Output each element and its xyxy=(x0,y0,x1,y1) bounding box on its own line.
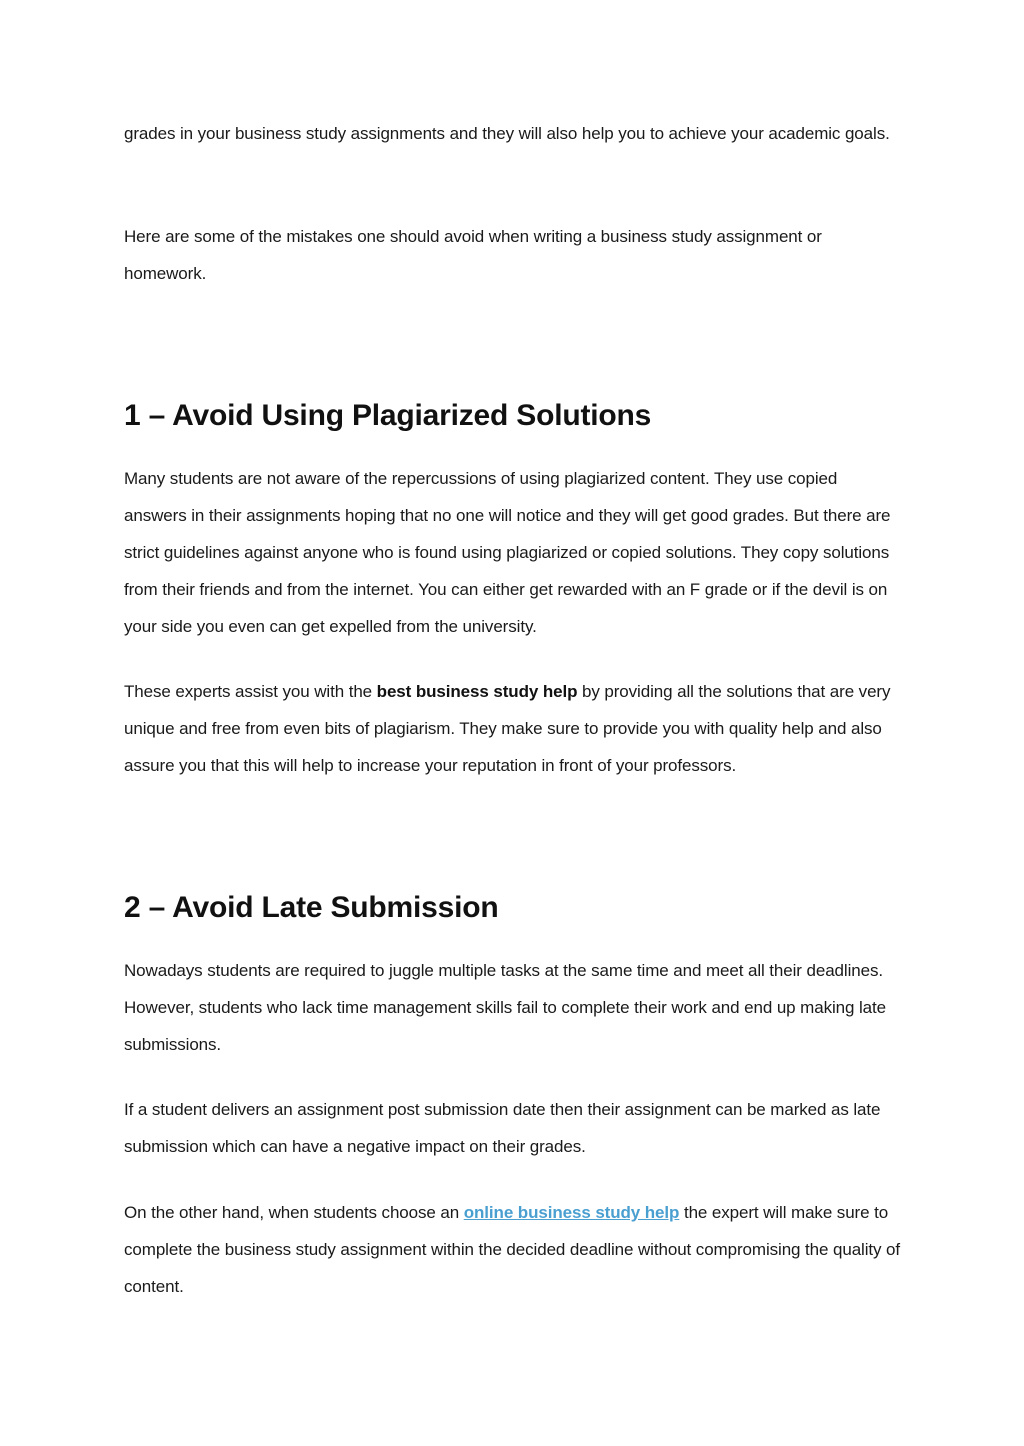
intro-paragraph-1: grades in your business study assignments and they will also help you to achieve your academic goals. xyxy=(124,124,890,143)
online-business-study-help-link[interactable]: online business study help xyxy=(463,1203,680,1222)
section-2-heading: 2 – Avoid Late Submission xyxy=(124,891,499,924)
section-2-paragraph-3-start: On the other hand, when students choose an xyxy=(124,1203,464,1222)
section-2-paragraph-1: Nowadays students are required to juggle multiple tasks at the same time and meet all their deadlines. However, students who lack time management skills fail to complete their work and end up making late submissions. xyxy=(124,961,886,1054)
section-1-paragraph-1: Many students are not aware of the repercussions of using plagiarized content. They use copied answers in their assignments hoping that no one will notice and they will get good grades. But there are strict guidelines against anyone who is found using plagiarized or copied solutions. They copy solutions from their friends and from the internet. You can either get rewarded with an F grade or if the devil is on your side you even can get expelled from the university. xyxy=(124,469,891,636)
section-2-paragraph-3-end: the expert will make sure to complete the business study assignment within the decided deadline without compromising the quality of content. xyxy=(124,1203,901,1296)
section-1-paragraph-2 xyxy=(124,673,904,784)
section-2-paragraph-2: If a student delivers an assignment post submission date then their assignment can be marked as late submission which can have a negative impact on their grades. xyxy=(124,1100,881,1156)
bold-phrase: best business study help xyxy=(376,682,578,701)
section-1-heading: 1 – Avoid Using Plagiarized Solutions xyxy=(124,399,652,432)
section-2-paragraph-3 xyxy=(124,1194,904,1305)
intro-paragraph-2: Here are some of the mistakes one should avoid when writing a business study assignment or homework. xyxy=(124,227,822,283)
section-1-paragraph-2-start: These experts assist you with the xyxy=(124,682,377,701)
section-1-paragraph-2-end: by providing all the solutions that are very unique and free from even bits of plagiarism. They make sure to provide you with quality help and also assure you that this will help to increase your reputation in front of your professors. xyxy=(124,682,891,775)
